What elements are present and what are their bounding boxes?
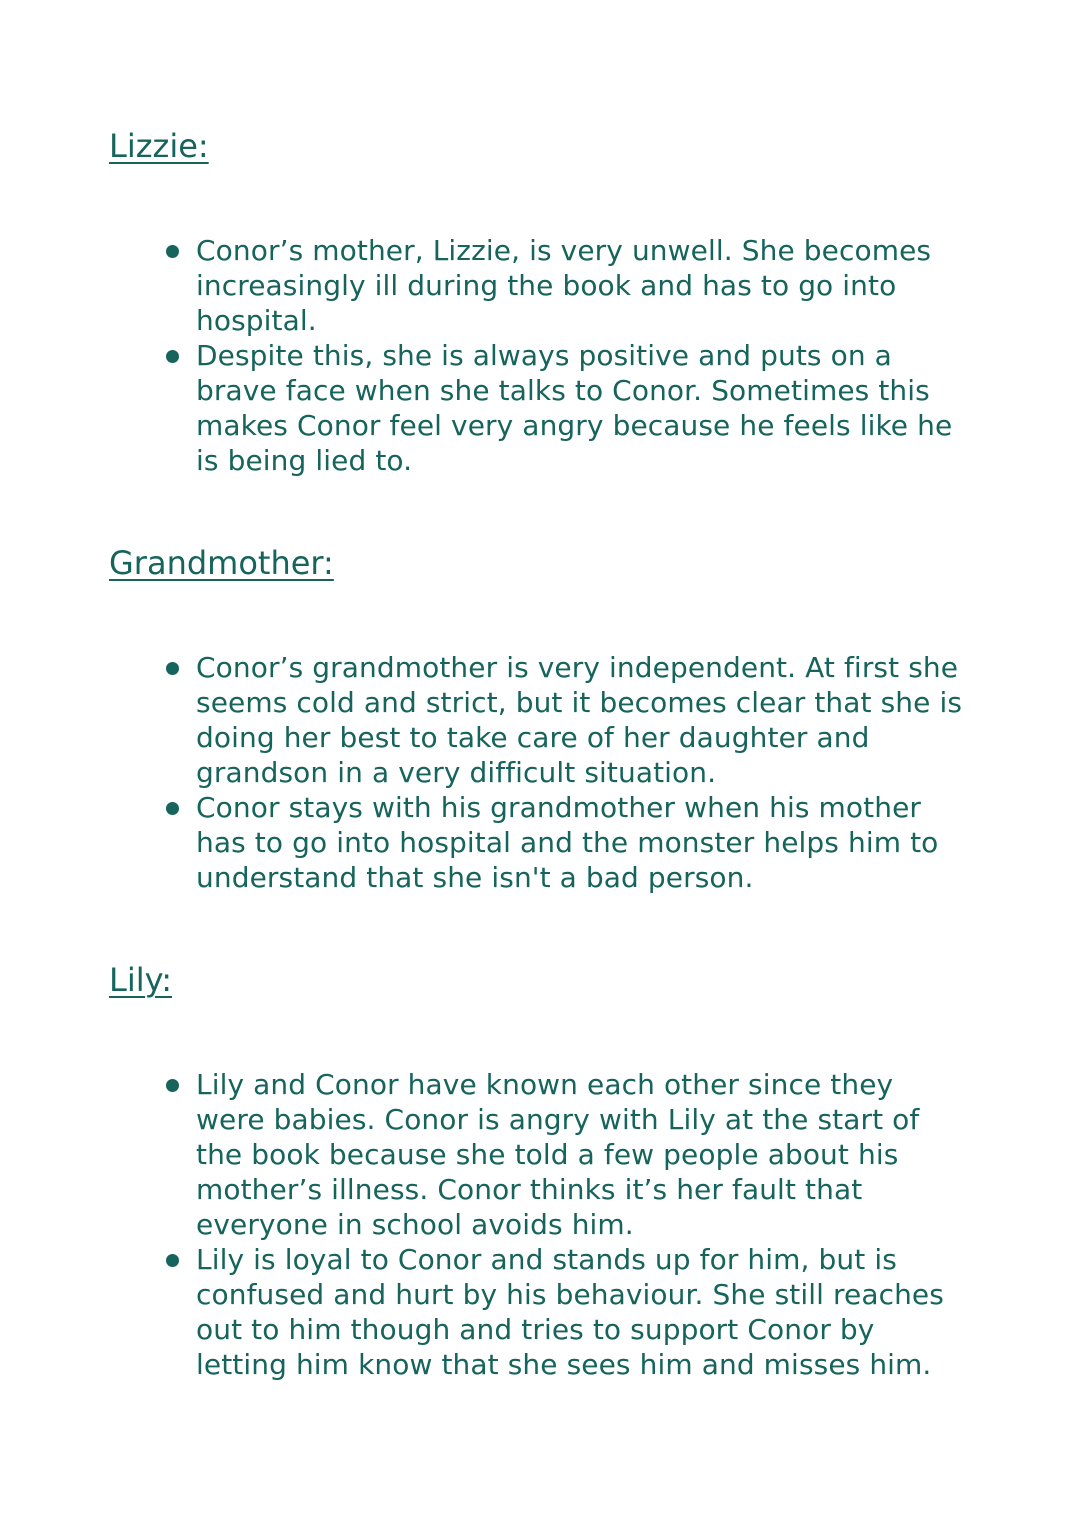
lily-bullet-list xyxy=(163,1067,963,1382)
bullet-text: Conor’s grandmother is very independent. At first she seems cold and strict, but it becomes clear that she is doing her best to take care of her daughter and grandson in a very difficult situation. xyxy=(196,651,963,789)
bullet-text: Conor stays with his grandmother when his mother has to go into hospital and the monster helps him to understand that she isn't a bad person. xyxy=(196,791,939,894)
lizzie-bullet-list xyxy=(163,233,963,478)
bullet-dot-icon xyxy=(166,245,179,258)
list-item xyxy=(163,1067,963,1242)
bullet-dot-icon xyxy=(166,1079,179,1092)
heading-lily: Lily: xyxy=(109,961,172,999)
bullet-text: Conor’s mother, Lizzie, is very unwell. She becomes increasingly ill during the book and has to go into hospital. xyxy=(196,234,932,337)
list-item xyxy=(163,338,963,478)
list-item xyxy=(163,650,963,790)
bullet-dot-icon xyxy=(166,662,179,675)
list-item xyxy=(163,790,963,895)
heading-grandmother: Grandmother: xyxy=(109,544,334,582)
bullet-dot-icon xyxy=(166,802,179,815)
bullet-text: Despite this, she is always positive and puts on a brave face when she talks to Conor. Sometimes this makes Conor feel very angry because he feels like he is being lied to. xyxy=(196,339,953,477)
grandmother-bullet-list xyxy=(163,650,963,895)
heading-lizzie: Lizzie: xyxy=(109,127,209,165)
bullet-dot-icon xyxy=(166,1254,179,1267)
list-item xyxy=(163,233,963,338)
list-item xyxy=(163,1242,963,1382)
bullet-text: Lily is loyal to Conor and stands up for him, but is confused and hurt by his behaviour. She still reaches out to him though and tries to support Conor by letting him know that she sees him and misses him. xyxy=(196,1243,944,1381)
bullet-dot-icon xyxy=(166,350,179,363)
bullet-text: Lily and Conor have known each other since they were babies. Conor is angry with Lily at the start of the book because she told a few people about his mother’s illness. Conor thinks it’s her fault that everyone in school avoids him. xyxy=(196,1068,920,1241)
